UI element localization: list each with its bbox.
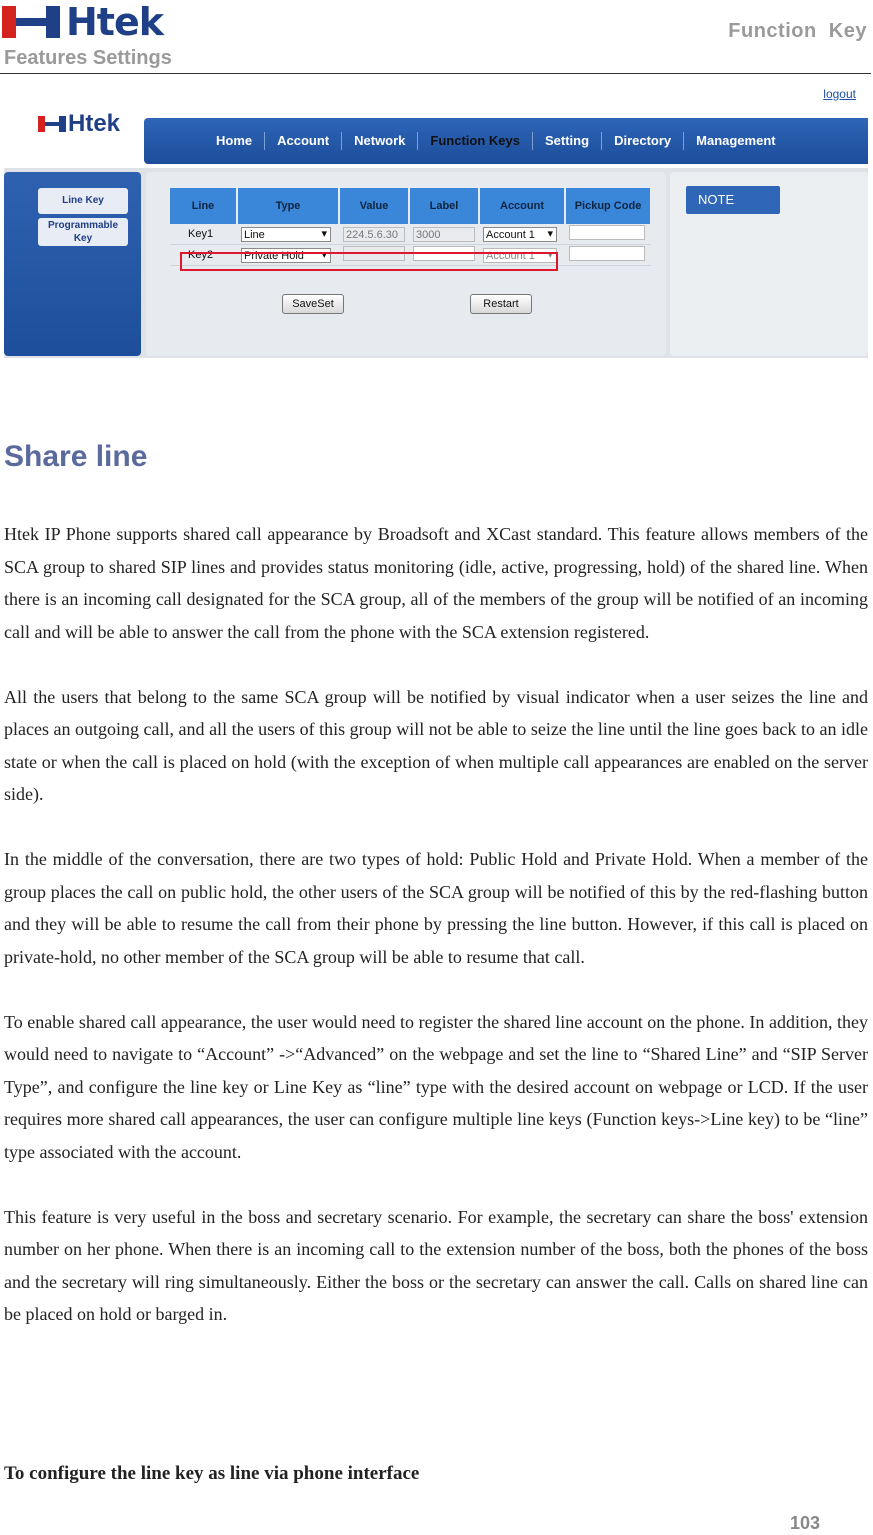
header-section-title: Features Settings bbox=[4, 47, 172, 69]
table-header-row bbox=[170, 188, 651, 224]
brand-text: Htek bbox=[68, 110, 121, 137]
highlight-box bbox=[180, 252, 558, 271]
htek-logo bbox=[2, 2, 163, 42]
col-value: Value bbox=[339, 188, 409, 224]
note-tab: NOTE bbox=[686, 186, 780, 214]
web-ui-screenshot bbox=[4, 84, 868, 358]
paragraph: In the middle of the conversation, there are two types of hold: Public Hold and Private Hold. When a member of the group places the call on public hold, the other users of the SCA group will be notified of this by the red-flashing button and they will be able to resume the call from their phone by pressing the line button. However, if this call is placed on private-hold, no other member of the SCA group will be able to resume that call. bbox=[4, 849, 868, 967]
type-select[interactable]: Line ▾ bbox=[241, 227, 331, 242]
paragraph: Htek IP Phone supports shared call appearance by Broadsoft and XCast standard. This feature allows members of the SCA group to shared SIP lines and provides status monitoring (idle, active, progressing, hold) of the shared line. When there is an incoming call designated for the SCA group, all of the members of the group will be notified of an incoming call and will be able to answer the call from the phone with the SCA extension registered. bbox=[4, 524, 868, 642]
sidebar-item-programmable-key[interactable]: Programmable Key bbox=[38, 218, 128, 246]
type-select[interactable]: Private Hold ▾ bbox=[241, 248, 331, 263]
value-field[interactable]: 224.5.6.30 bbox=[343, 227, 405, 242]
main-nav bbox=[144, 118, 868, 164]
web-ui-sidebar bbox=[4, 172, 141, 356]
nav-function-keys[interactable]: Function Keys bbox=[418, 132, 533, 150]
saveset-button[interactable]: SaveSet bbox=[282, 294, 344, 314]
body-text bbox=[4, 518, 868, 1363]
paragraph: To enable shared call appearance, the user would need to register the shared line account on the phone. In addition, they would need to navigate to “Account” ->“Advanced” on the webpage and set the line to “Shared Line” and “SIP Server Type”, and configure the line key or Line Key as “line” type with the desired account on webpage or LCD. If the user requires more shared call appearances, the user can configure multiple line keys (Function keys->Line key) to be “line” type associated with the account. bbox=[4, 1011, 868, 1162]
brand-logo-icon bbox=[38, 113, 66, 135]
line-cell: Key2 bbox=[170, 245, 237, 266]
col-account: Account bbox=[479, 188, 565, 224]
sub-heading: To configure the line key as line via phone interface bbox=[4, 1463, 420, 1484]
nav-directory[interactable]: Directory bbox=[602, 132, 684, 150]
header-chapter-title: Function Key bbox=[728, 20, 867, 42]
col-line: Line bbox=[170, 188, 237, 224]
table-row bbox=[170, 224, 651, 245]
label-field[interactable]: 3000 bbox=[413, 227, 475, 242]
nav-account[interactable]: Account bbox=[265, 132, 342, 150]
col-label: Label bbox=[409, 188, 479, 224]
nav-network[interactable]: Network bbox=[342, 132, 418, 150]
htek-logo-mark-icon bbox=[2, 2, 62, 42]
line-cell: Key1 bbox=[170, 224, 237, 245]
paragraph: All the users that belong to the same SCA group will be notified by visual indicator when a user seizes the line and places an outgoing call, and all the users of this group will not be able to seize the line until the line goes back to an idle state or when the call is placed on hold (with the exception of when multiple call appearances are enabled on the server side). bbox=[4, 686, 868, 804]
page-number: 103 bbox=[790, 1513, 821, 1533]
account-select[interactable]: Account 1 ▾ bbox=[483, 227, 557, 242]
nav-setting[interactable]: Setting bbox=[533, 132, 602, 150]
header-divider bbox=[0, 73, 871, 74]
paragraph: This feature is very useful in the boss and secretary scenario. For example, the secretary can share the boss' extension number on her phone. When there is an incoming call to the extension number of the boss, both the phones of the boss and the secretary will ring simultaneously. Either the boss or the secretary can answer the call. Calls on shared line can be placed on hold or barged in. bbox=[4, 1206, 868, 1324]
pickup-code-field[interactable] bbox=[569, 246, 645, 261]
sidebar-item-line-key[interactable]: Line Key bbox=[38, 188, 128, 214]
nav-management[interactable]: Management bbox=[696, 133, 776, 148]
pickup-code-field[interactable] bbox=[569, 225, 645, 240]
col-pickup-code: Pickup Code bbox=[565, 188, 651, 224]
account-select[interactable]: Account 1 ▾ bbox=[483, 248, 557, 263]
note-panel bbox=[670, 172, 868, 356]
section-title: Share line bbox=[4, 440, 148, 473]
restart-button[interactable]: Restart bbox=[470, 294, 532, 314]
logo-text: Htek bbox=[66, 0, 164, 44]
nav-home[interactable]: Home bbox=[204, 132, 265, 150]
logout-link[interactable]: logout bbox=[823, 87, 856, 101]
col-type: Type bbox=[237, 188, 339, 224]
web-ui-brand bbox=[38, 110, 120, 138]
